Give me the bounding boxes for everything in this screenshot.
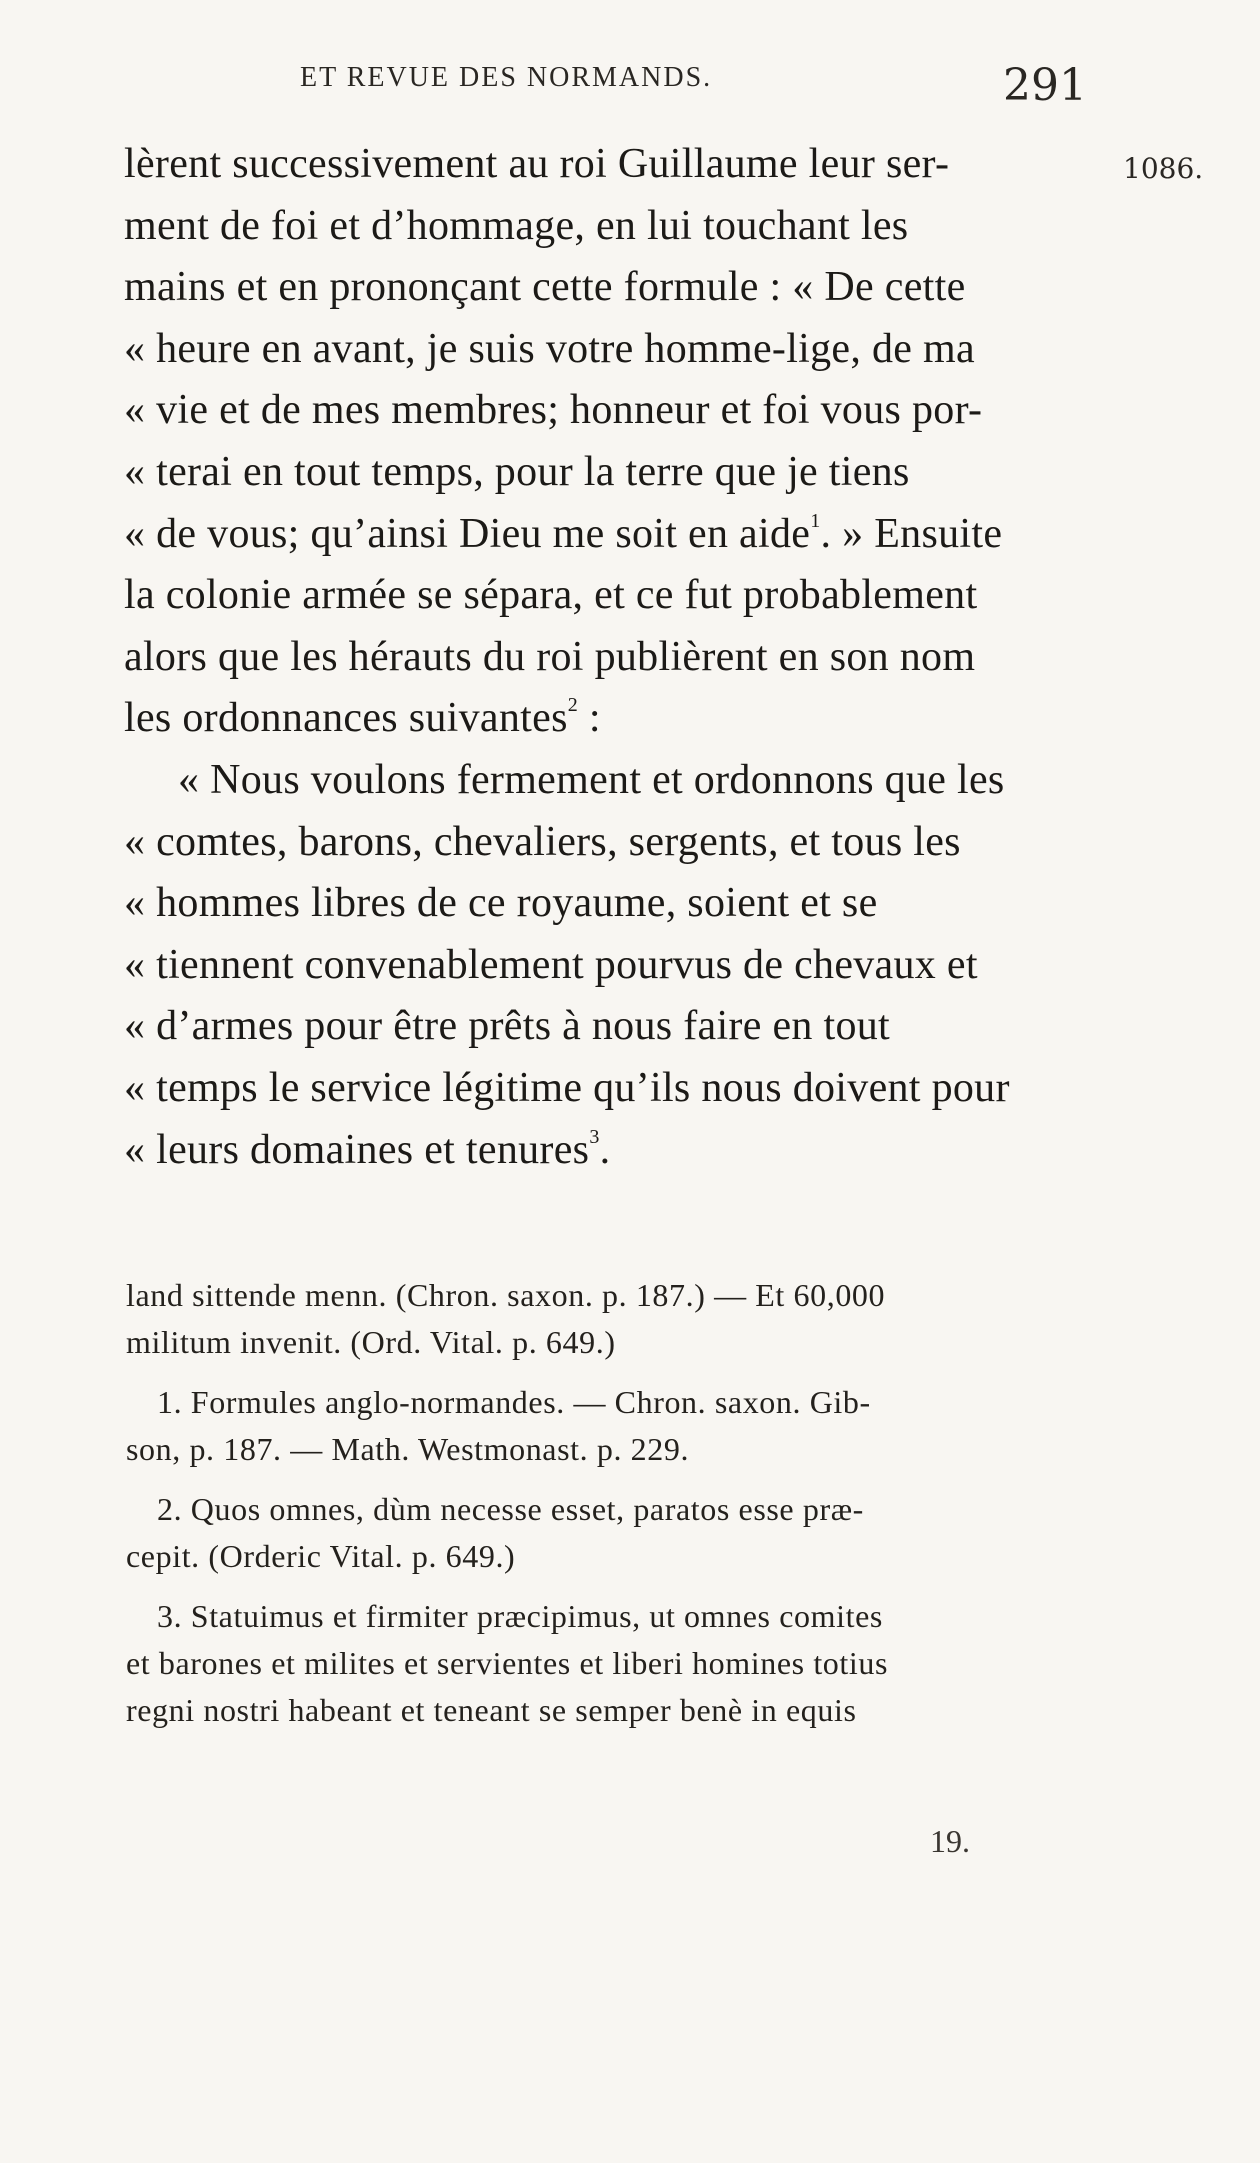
footnote-continuation bbox=[126, 1272, 1086, 1366]
text-segment: « leurs domaines et tenures bbox=[124, 1126, 590, 1173]
text-line bbox=[124, 504, 1084, 566]
text-segment: les ordonnances suivantes bbox=[124, 695, 568, 742]
footnote-1 bbox=[126, 1379, 1086, 1473]
text-segment: . bbox=[599, 1126, 611, 1173]
text-segment: . » Ensuite bbox=[820, 510, 1003, 557]
text-line bbox=[124, 688, 1084, 750]
text-line bbox=[124, 1120, 1084, 1182]
text-line: « tiennent convenablement pourvus de chevaux et bbox=[124, 941, 978, 988]
footnote-ref-3: 3 bbox=[589, 1125, 600, 1148]
footnote-line: 3. Statuimus et firmiter præcipimus, ut omnes comites bbox=[157, 1598, 883, 1634]
main-text bbox=[124, 134, 1084, 1181]
text-line: « hommes libres de ce royaume, soient et se bbox=[124, 880, 878, 927]
footnote-line: son, p. 187. — Math. Westmonast. p. 229. bbox=[126, 1431, 690, 1467]
text-segment: « de vous; qu’ainsi Dieu me soit en aide bbox=[124, 510, 811, 557]
text-line: « temps le service légitime qu’ils nous doivent pour bbox=[124, 1064, 1010, 1111]
text-line: « Nous voulons fermement et ordonnons que les bbox=[178, 756, 1005, 803]
footnote-line: land sittende menn. (Chron. saxon. p. 187.) — Et 60,000 bbox=[126, 1277, 886, 1313]
text-line: « vie et de mes membres; honneur et foi vous por- bbox=[124, 387, 983, 434]
footnotes bbox=[126, 1272, 1086, 1734]
footnote-ref-1: 1 bbox=[810, 509, 821, 532]
signature-mark: 19. bbox=[930, 1823, 970, 1859]
text-line: « d’armes pour être prêts à nous faire en tout bbox=[124, 1003, 891, 1050]
footnote-line: regni nostri habeant et teneant se semper benè in equis bbox=[126, 1692, 857, 1728]
footnote-ref-2: 2 bbox=[567, 694, 579, 717]
text-segment: : bbox=[578, 695, 601, 742]
footnote-line: 1. Formules anglo-normandes. — Chron. saxon. Gib- bbox=[157, 1384, 871, 1420]
text-line: lèrent successivement au roi Guillaume leur ser- bbox=[124, 141, 950, 187]
text-line: « heure en avant, je suis votre homme-lige, de ma bbox=[124, 325, 975, 372]
running-title: ET REVUE DES NORMANDS. bbox=[300, 62, 713, 93]
text-line: ment de foi et d’hommage, en lui touchant les bbox=[124, 202, 909, 249]
text-line: « comtes, barons, chevaliers, sergents, et tous les bbox=[124, 818, 961, 865]
text-line: alors que les hérauts du roi publièrent en son nom bbox=[124, 633, 976, 680]
footnote-3 bbox=[126, 1593, 1086, 1734]
footnote-2 bbox=[126, 1486, 1086, 1580]
text-line: « terai en tout temps, pour la terre que je tiens bbox=[124, 448, 910, 495]
footnote-line: 2. Quos omnes, dùm necesse esset, paratos esse præ- bbox=[157, 1491, 864, 1527]
footnote-line: militum invenit. (Ord. Vital. p. 649.) bbox=[126, 1324, 616, 1360]
footnote-line: cepit. (Orderic Vital. p. 649.) bbox=[126, 1538, 516, 1574]
page-number: 291 bbox=[1003, 60, 1087, 111]
text-line: mains et en prononçant cette formule : « De cette bbox=[124, 264, 966, 311]
margin-year-note: 1086. bbox=[1123, 152, 1204, 185]
footnote-line: et barones et milites et servientes et liberi homines totius bbox=[126, 1645, 889, 1681]
text-line: la colonie armée se sépara, et ce fut probablement bbox=[124, 572, 978, 619]
